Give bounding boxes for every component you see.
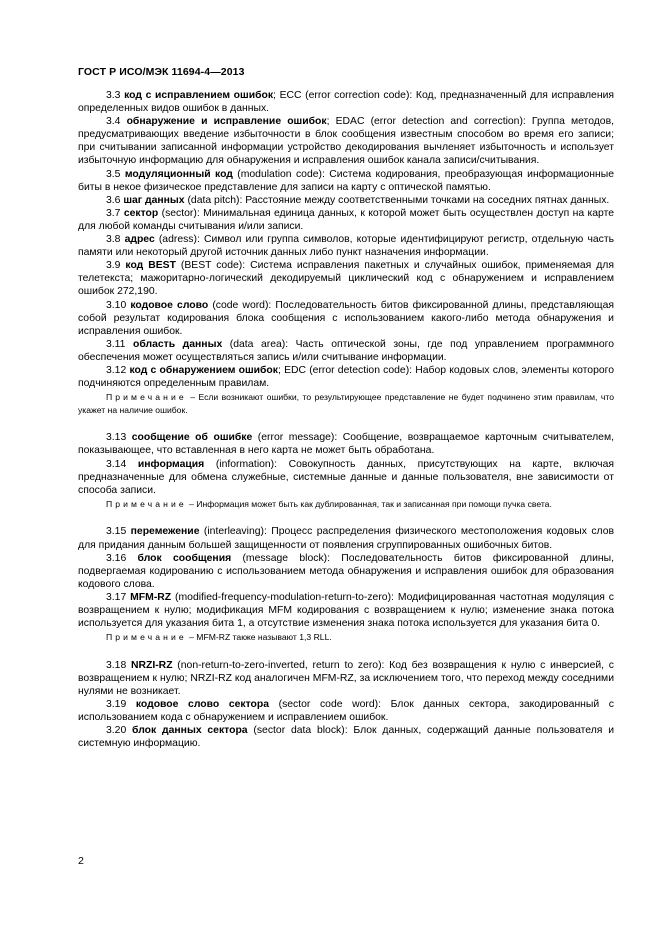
document-header: ГОСТ Р ИСО/МЭК 11694-4—2013: [78, 66, 245, 78]
term-entry: 3.14 информация (information): Совокупность данных, присутствующих на карте, включая предназначенные для обмена служебные, системные данные и данные пользователя, вне зависимости от способа записи.: [78, 458, 615, 496]
term-entry: 3.6 шаг данных (data pitch): Расстояние между соответственными точками на соседних пятнах данных.: [106, 194, 610, 206]
term-entry: 3.11 область данных (data area): Часть оптической зоны, где под управлением программного обеспечения может осуществляться запись и/или считывание информации.: [78, 338, 614, 363]
term-entry: 3.4 обнаружение и исправление ошибок; EDAC (error detection and correction): Группа методов, предусматривающих введение избыточности в блок сообщения известным способом во время его записи; при считывании записанной информации устройство декодирования вычленяет избыточность и использует избыточную информацию для обнаружения и исправления ошибок канала записи/считывания.: [78, 116, 614, 167]
term-entry: 3.9 код BEST (BEST code): Система исправления пакетных и случайных ошибок, применяемая для телетекста; мажоритарно-логический декодируемый циклический код с обнаружением и исправлением ошибок 272,190.: [78, 260, 614, 298]
term-entry: 3.13 сообщение об ошибке (error message): Сообщение, возвращаемое карточным считывателем, показывающее, что вставленная в него карта не может быть обработана.: [78, 432, 614, 457]
term-entry: 3.17 MFM-RZ (modified-frequency-modulation-return-to-zero): Модифицированная частотная модуляция с возвращением к нулю; модификация MFM кодирования с возвращением к нулю; изменение знака потока используется для указания бита 1, а отсутствие изменения знака потока используется для указания бита 0.: [78, 591, 614, 630]
note: Примечание – MFM-RZ также называют 1,3 RLL.: [106, 632, 332, 643]
page-number: 2: [78, 855, 84, 867]
term-entry: 3.20 блок данных сектора (sector data block): Блок данных, содержащий данные пользователя и системную информацию.: [78, 725, 614, 750]
document-body: [78, 89, 614, 750]
term-entry: 3.8 адрес (adress): Символ или группа символов, которые идентифицируют регистр, отдельную часть памяти или некоторый другой источник данных либо пункт назначения информации.: [78, 234, 614, 259]
term-entry: 3.7 сектор (sector): Минимальная единица данных, к которой может быть осуществлен доступ на карте для любой команды считывания и/или записи.: [78, 207, 614, 232]
note: Примечание – Информация может быть как дублированная, так и записанная при помощи пучка света.: [106, 498, 552, 509]
term-entry: 3.10 кодовое слово (code word): Последовательность битов фиксированной длины, представляющая собой результат кодирования блока сообщения с использованием какого-либо метода обнаружения и исправления ошибок.: [78, 299, 614, 337]
term-entry: 3.19 кодовое слово сектора (sector code word): Блок данных сектора, закодированный с использованием кода с обнаружением и исправлением ошибок.: [78, 699, 614, 724]
term-entry: 3.5 модуляционный код (modulation code): Система кодирования, преобразующая информационные биты в некое физическое представление для записи на карту с оптической памятью.: [78, 168, 614, 193]
term-entry: 3.16 блок сообщения (message block): Последовательность битов фиксированной длины, подвергаемая кодированию с использованием метода обнаружения и исправления ошибок для образования кодового слова.: [78, 552, 614, 590]
term-entry: 3.18 NRZI-RZ (non-return-to-zero-inverted, return to zero): Код без возвращения к нулю с инверсией, с возвращением к нулю; NRZI-RZ код аналогичен MFM-RZ, за исключением того, что переход между соседними нулями не возникает.: [78, 659, 614, 697]
term-entry: 3.12 код с обнаружением ошибок; EDC (error detection code): Набор кодовых слов, элементы которого подчиняются определенным правилам.: [78, 364, 614, 390]
term-entry: 3.3 код с исправлением ошибок; ECC (error correction code): Код, предназначенный для исправления определенных видов ошибок в данных.: [78, 90, 614, 115]
note: Примечание – Если возникают ошибки, то результирующее представление не будет подчинено этим правилам, что укажет на наличие ошибок.: [78, 392, 614, 415]
term-entry: 3.15 перемежение (interleaving): Процесс распределения физического местоположения кодовых слов для придания данным большей защищенности от появления сгруппированных ошибочных битов.: [78, 526, 615, 551]
